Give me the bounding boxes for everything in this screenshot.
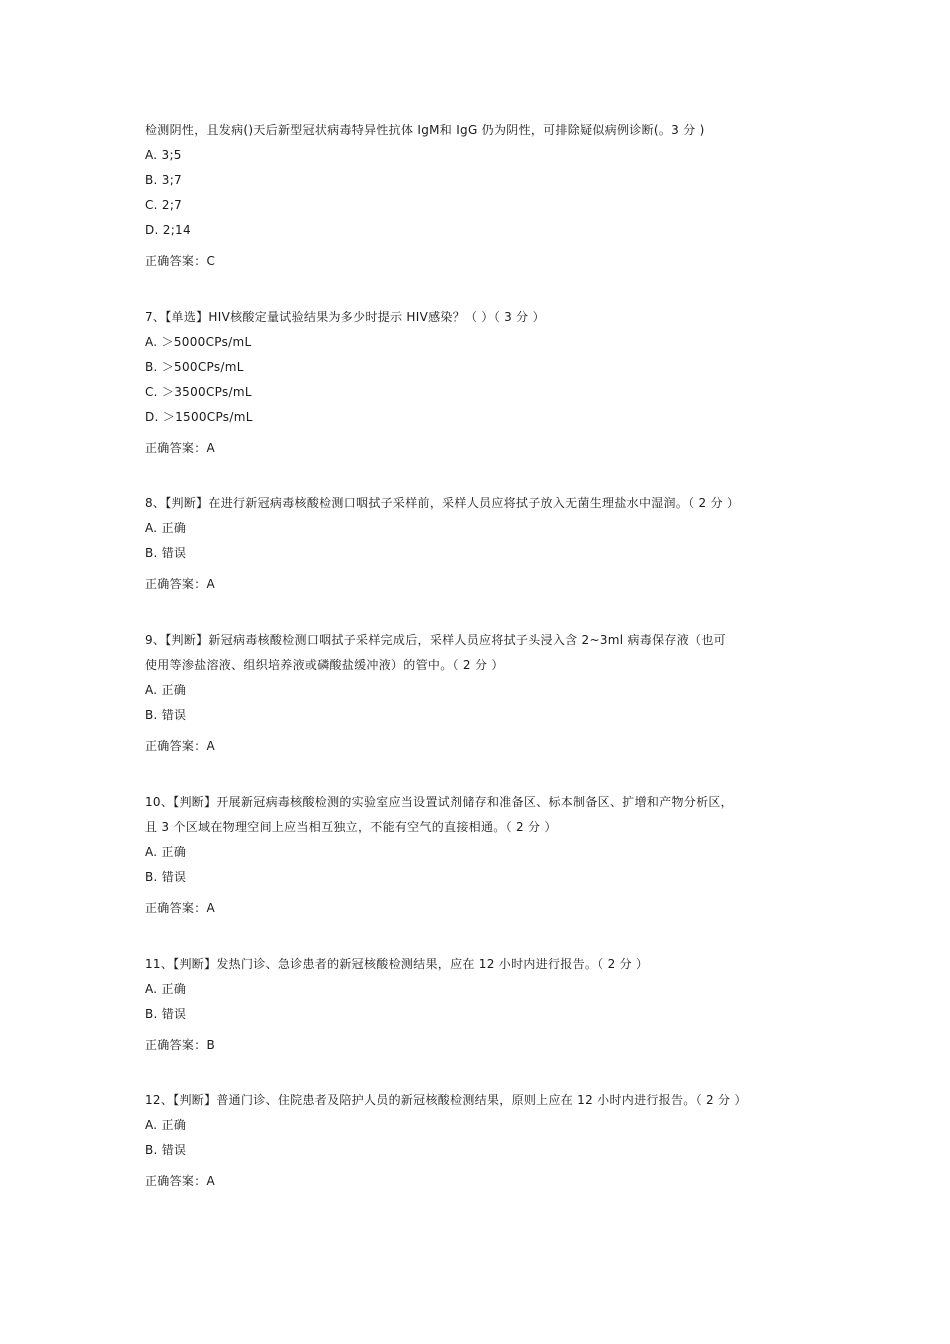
q8-option-b: B. 错误 — [145, 546, 187, 560]
q9-option-a: A. 正确 — [145, 683, 187, 697]
q11-stem: 11、【判断】发热门诊、急诊患者的新冠核酸检测结果，应在 12 小时内进行报告。（ 2 分 ） — [145, 957, 649, 971]
q12-answer: 正确答案：A — [145, 1174, 216, 1188]
q8-answer: 正确答案：A — [145, 577, 216, 591]
q9-stem-line1: 9、【判断】新冠病毒核酸检测口咽拭子采样完成后，采样人员应将拭子头浸入含 2~3ml 病毒保存液（也可 — [145, 633, 726, 647]
q9-answer: 正确答案：A — [145, 739, 216, 753]
q11-answer: 正确答案：B — [145, 1038, 216, 1052]
q11-option-a: A. 正确 — [145, 982, 187, 996]
q12-option-a: A. 正确 — [145, 1118, 187, 1132]
q8-stem: 8、【判断】在进行新冠病毒核酸检测口咽拭子采样前，采样人员应将拭子放入无菌生理盐水中湿润。（ 2 分 ） — [145, 496, 740, 510]
q12-stem: 12、【判断】普通门诊、住院患者及陪护人员的新冠核酸检测结果，原则上应在 12 小时内进行报告。（ 2 分 ） — [145, 1093, 747, 1107]
q8-option-a: A. 正确 — [145, 521, 187, 535]
q10-option-a: A. 正确 — [145, 845, 187, 859]
q10-answer: 正确答案：A — [145, 901, 216, 915]
q12-option-b: B. 错误 — [145, 1143, 187, 1157]
document-page — [145, 0, 825, 1344]
q7-option-c: C. ＞3500CPs/mL — [145, 385, 252, 399]
q7-answer: 正确答案：A — [145, 441, 216, 455]
q10-stem-line2: 且 3 个区域在物理空间上应当相互独立，不能有空气的直接相通。（ 2 分 ） — [145, 820, 557, 834]
q7-option-d: D. ＞1500CPs/mL — [145, 410, 253, 424]
q10-option-b: B. 错误 — [145, 870, 187, 884]
q9-option-b: B. 错误 — [145, 708, 187, 722]
q6-stem: 检测阴性，且发病()天后新型冠状病毒特异性抗体 IgM和 IgG 仍为阴性，可排除疑似病例诊断(。3 分 ) — [145, 123, 705, 137]
q6-option-c: C. 2;7 — [145, 198, 183, 212]
q6-option-a: A. 3;5 — [145, 148, 182, 162]
q10-stem-line1: 10、【判断】开展新冠病毒核酸检测的实验室应当设置试剂储存和准备区、标本制备区、扩增和产物分析区， — [145, 795, 733, 809]
q7-option-b: B. ＞500CPs/mL — [145, 360, 244, 374]
q6-answer: 正确答案：C — [145, 254, 216, 268]
q6-option-d: D. 2;14 — [145, 223, 191, 237]
q9-stem-line2: 使用等渗盐溶液、组织培养液或磷酸盐缓冲液）的管中。（ 2 分 ） — [145, 658, 504, 672]
q7-option-a: A. ＞5000CPs/mL — [145, 335, 252, 349]
q11-option-b: B. 错误 — [145, 1007, 187, 1021]
q7-stem: 7、【单选】HIV核酸定量试验结果为多少时提示 HIV感染？（ ）（ 3 分 ） — [145, 310, 545, 324]
q6-option-b: B. 3;7 — [145, 173, 182, 187]
